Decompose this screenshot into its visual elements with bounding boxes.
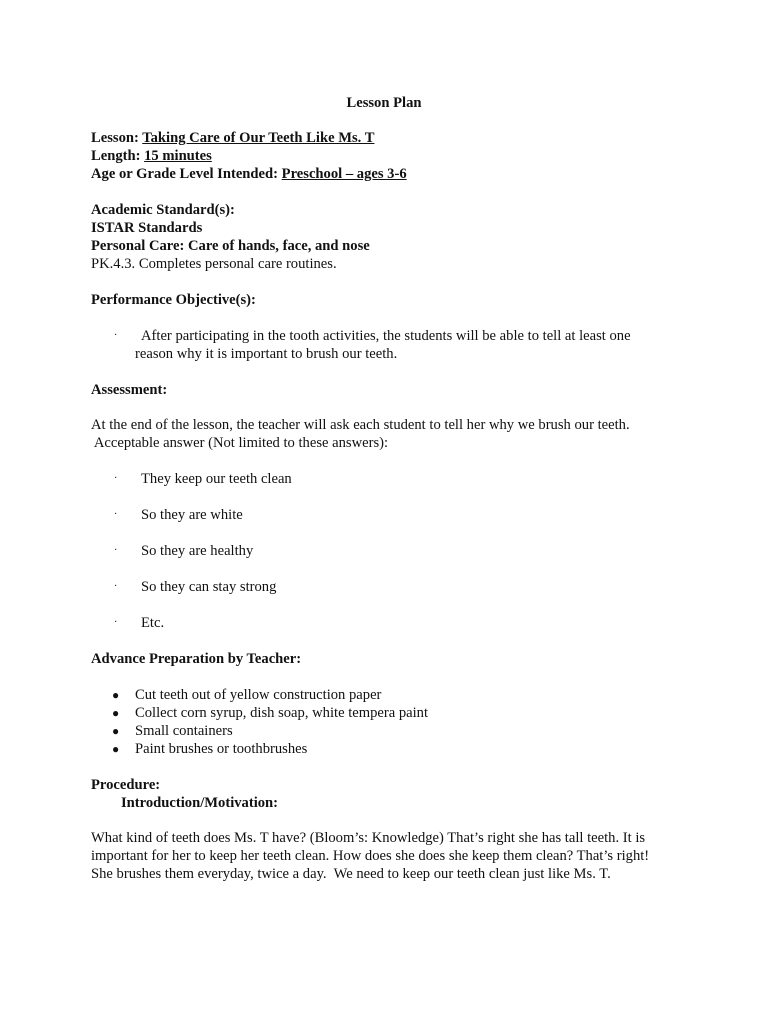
objective-line-2: reason why it is important to brush our teeth.: [135, 346, 398, 362]
answer-dot: ·: [114, 581, 118, 592]
answer-dot: ·: [114, 617, 118, 628]
age-label: Age or Grade Level Intended:: [91, 166, 282, 182]
prep-item: Cut teeth out of yellow construction paper: [135, 687, 382, 703]
age-value: Preschool – ages 3-6: [281, 166, 407, 182]
istar-standards: ISTAR Standards: [91, 220, 203, 236]
intro-line-3: She brushes them everyday, twice a day. We need to keep our teeth clean just like Ms. T.: [91, 866, 611, 882]
answer-dot: ·: [114, 545, 118, 556]
length-line: [91, 147, 212, 165]
objective-dot: ·: [114, 330, 118, 341]
bullet-icon: ●: [112, 742, 120, 756]
page-title: Lesson Plan: [346, 95, 422, 111]
answer-item: So they can stay strong: [141, 579, 277, 595]
bullet-icon: ●: [112, 724, 120, 738]
bullet-icon: ●: [112, 688, 120, 702]
answer-item: They keep our teeth clean: [141, 471, 292, 487]
performance-heading: Performance Objective(s):: [91, 292, 256, 308]
objective-line-1: After participating in the tooth activities, the students will be able to tell at least one: [141, 328, 631, 344]
answer-dot: ·: [114, 509, 118, 520]
answer-item: So they are healthy: [141, 543, 254, 559]
age-line: [91, 165, 407, 183]
assessment-line-1: At the end of the lesson, the teacher will ask each student to tell her why we brush our teeth.: [91, 417, 630, 433]
assessment-heading: Assessment:: [91, 382, 168, 398]
procedure-heading: Procedure:: [91, 777, 161, 793]
length-value: 15 minutes: [144, 148, 212, 164]
lesson-line: [91, 129, 374, 147]
intro-heading: Introduction/Motivation:: [121, 795, 279, 811]
personal-care-standard: Personal Care: Care of hands, face, and nose: [91, 238, 370, 254]
lesson-value: Taking Care of Our Teeth Like Ms. T: [142, 130, 375, 146]
intro-line-1: What kind of teeth does Ms. T have? (Bloom’s: Knowledge) That’s right she has tall teeth. It is: [91, 830, 646, 846]
lesson-label: Lesson:: [91, 130, 143, 146]
length-label: Length:: [91, 148, 145, 164]
prep-item: Small containers: [135, 723, 233, 739]
pk-standard: PK.4.3. Completes personal care routines.: [91, 256, 337, 272]
assessment-line-2: Acceptable answer (Not limited to these answers):: [91, 435, 389, 451]
prep-item: Paint brushes or toothbrushes: [135, 741, 308, 757]
bullet-icon: ●: [112, 706, 120, 720]
advance-heading: Advance Preparation by Teacher:: [91, 651, 302, 667]
answer-item: So they are white: [141, 507, 243, 523]
answer-item: Etc.: [141, 615, 165, 631]
prep-item: Collect corn syrup, dish soap, white tempera paint: [135, 705, 429, 721]
academic-heading: Academic Standard(s):: [91, 202, 235, 218]
intro-line-2: important for her to keep her teeth clean. How does she does she keep them clean? That’s right!: [91, 848, 650, 864]
answer-dot: ·: [114, 473, 118, 484]
